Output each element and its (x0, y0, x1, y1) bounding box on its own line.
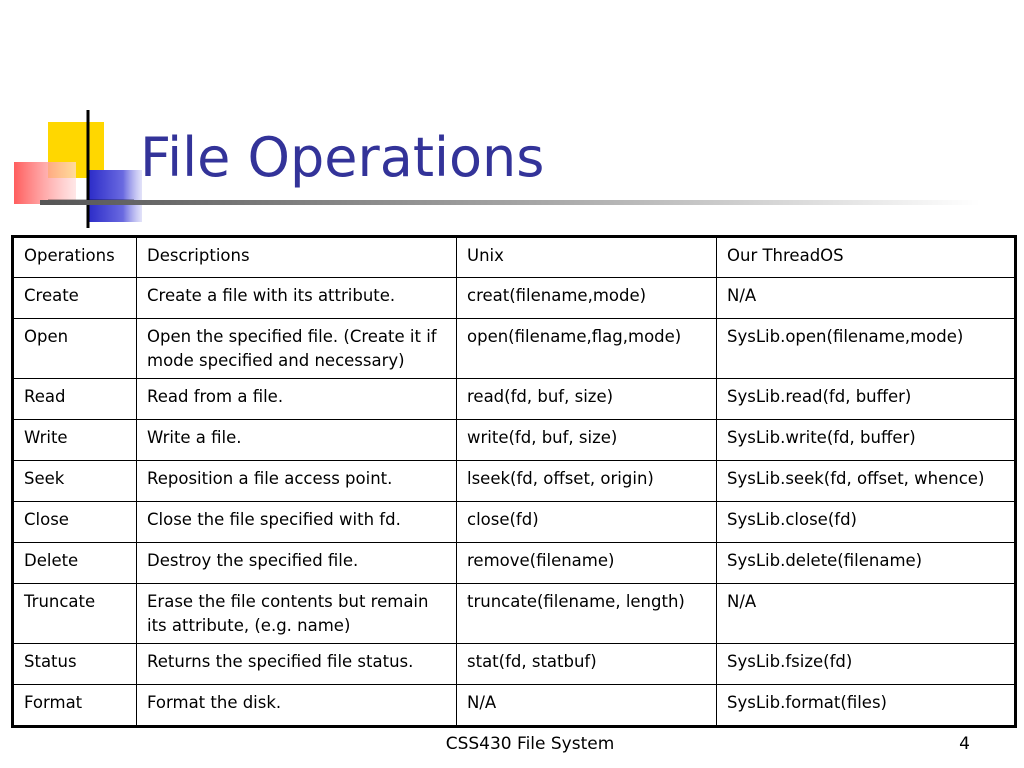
slide-page-number: 4 (959, 734, 970, 754)
file-operations-table (11, 235, 1017, 728)
table-row-write (13, 420, 1016, 461)
cell-unix: close(fd) (457, 502, 717, 543)
table-row-close (13, 502, 1016, 543)
cell-unix: truncate(filename, length) (457, 584, 717, 644)
cell-description: Open the specified file. (Create it if mode specified and necessary) (137, 319, 457, 379)
cell-description: Read from a file. (137, 379, 457, 420)
cell-description: Erase the file contents but remain its attribute, (e.g. name) (137, 584, 457, 644)
cell-operation: Format (13, 685, 137, 727)
header-descriptions: Descriptions (137, 237, 457, 278)
table-row-create (13, 278, 1016, 319)
slide-title: File Operations (140, 126, 545, 189)
cell-operation: Close (13, 502, 137, 543)
footer-course-title: CSS430 File System (445, 734, 615, 754)
cell-description: Returns the specified file status. (137, 644, 457, 685)
table-row-seek (13, 461, 1016, 502)
cell-unix: lseek(fd, offset, origin) (457, 461, 717, 502)
table-row-delete (13, 543, 1016, 584)
cell-threados: SysLib.write(fd, buffer) (717, 420, 1016, 461)
table-row-read (13, 379, 1016, 420)
cell-description: Close the file specified with fd. (137, 502, 457, 543)
cell-threados: SysLib.open(filename,mode) (717, 319, 1016, 379)
header-operations: Operations (13, 237, 137, 278)
cell-operation: Write (13, 420, 137, 461)
cell-threados: N/A (717, 584, 1016, 644)
cell-unix: write(fd, buf, size) (457, 420, 717, 461)
cell-threados: SysLib.format(files) (717, 685, 1016, 727)
cell-unix: read(fd, buf, size) (457, 379, 717, 420)
table-row-status (13, 644, 1016, 685)
cell-unix: stat(fd, statbuf) (457, 644, 717, 685)
table-row-truncate (13, 584, 1016, 644)
cell-operation: Read (13, 379, 137, 420)
cell-threados: SysLib.fsize(fd) (717, 644, 1016, 685)
cell-description: Format the disk. (137, 685, 457, 727)
cell-description: Reposition a file access point. (137, 461, 457, 502)
cell-description: Destroy the specified file. (137, 543, 457, 584)
cell-unix: creat(filename,mode) (457, 278, 717, 319)
cell-threados: SysLib.seek(fd, offset, whence) (717, 461, 1016, 502)
cell-operation: Status (13, 644, 137, 685)
cell-threados: N/A (717, 278, 1016, 319)
table-row-format (13, 685, 1016, 727)
cell-operation: Create (13, 278, 137, 319)
cell-threados: SysLib.close(fd) (717, 502, 1016, 543)
table-row-open (13, 319, 1016, 379)
cell-unix: N/A (457, 685, 717, 727)
table-header-row (13, 237, 1016, 278)
cell-operation: Truncate (13, 584, 137, 644)
title-underline-rule (40, 200, 980, 205)
cell-operation: Open (13, 319, 137, 379)
header-unix: Unix (457, 237, 717, 278)
cell-operation: Seek (13, 461, 137, 502)
cell-unix: remove(filename) (457, 543, 717, 584)
cell-description: Write a file. (137, 420, 457, 461)
cell-description: Create a file with its attribute. (137, 278, 457, 319)
cell-threados: SysLib.read(fd, buffer) (717, 379, 1016, 420)
cell-operation: Delete (13, 543, 137, 584)
cell-threados: SysLib.delete(filename) (717, 543, 1016, 584)
cell-unix: open(filename,flag,mode) (457, 319, 717, 379)
header-threados: Our ThreadOS (717, 237, 1016, 278)
